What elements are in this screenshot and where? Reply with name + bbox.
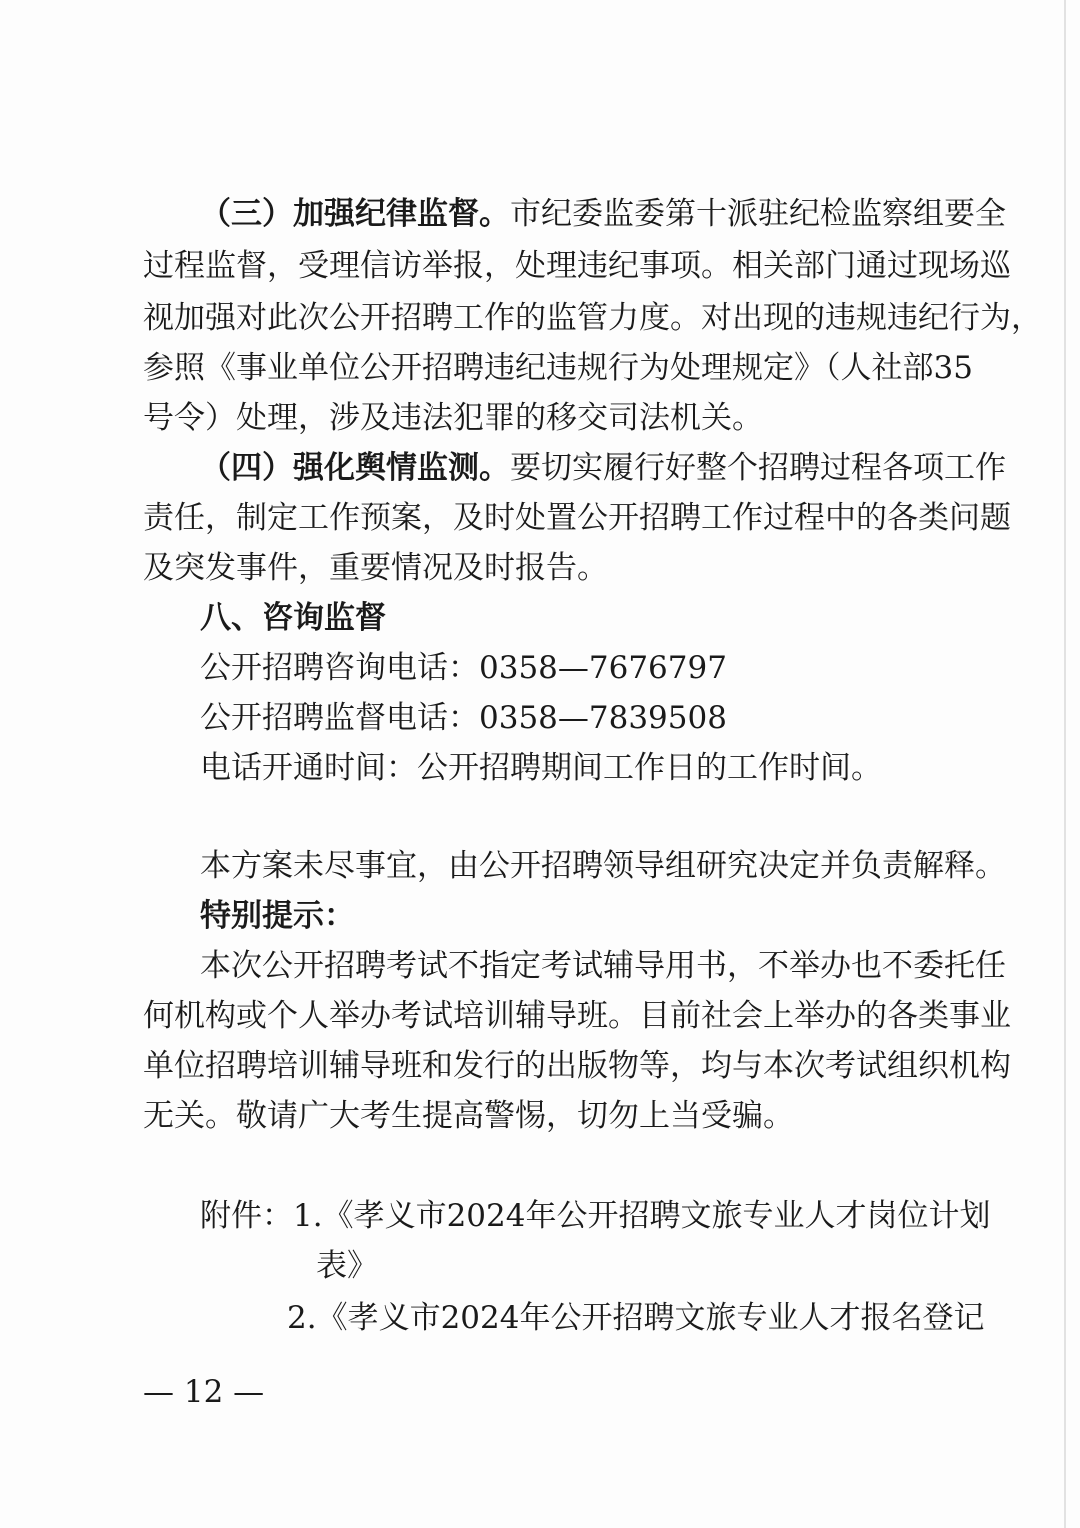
section3-line-4: 号令）处理，涉及违法犯罪的移交司法机关。 [143,400,763,436]
section3-line-2: 视加强对此次公开招聘工作的监管力度。对出现的违规违纪行为， [143,300,1042,336]
section8-heading: 八、咨询监督 [200,600,386,636]
section4-first-line [200,448,1006,488]
phone-hours: 电话开通时间：公开招聘期间工作日的工作时间。 [200,750,882,786]
notice-line-3: 无关。敬请广大考生提高警惕，切勿上当受骗。 [143,1098,794,1134]
attachment-2-line-1: 2.《孝义市2024年公开招聘文旅专业人才报名登记 [287,1300,985,1336]
attachment-1-line-1: 附件：1.《孝义市2024年公开招聘文旅专业人才岗位计划 [200,1198,991,1234]
attachment-1-line-2: 表》 [316,1248,378,1284]
section3-heading: （三）加强纪律监督。 [200,196,510,232]
section3-line-0: 市纪委监委第十派驻纪检监察组要全 [510,196,1006,232]
notice-line-1: 何机构或个人举办考试培训辅导班。目前社会上举办的各类事业 [143,998,1011,1034]
section3-line-3: 参照《事业单位公开招聘违纪违规行为处理规定》（人社部35 [143,350,973,386]
section4-line-1: 责任，制定工作预案，及时处置公开招聘工作过程中的各类问题 [143,500,1011,536]
page-number: — 12 — [143,1374,265,1410]
supervise-phone: 公开招聘监督电话：0358—7839508 [200,700,727,736]
section3-first-line [200,194,1006,234]
section4-heading: （四）强化舆情监测。 [200,450,510,486]
section4-line-2: 及突发事件，重要情况及时报告。 [143,550,608,586]
closing-statement: 本方案未尽事宜，由公开招聘领导组研究决定并负责解释。 [200,848,1006,884]
notice-line-2: 单位招聘培训辅导班和发行的出版物等，均与本次考试组织机构 [143,1048,1011,1084]
scan-edge-divider [1064,0,1066,1528]
notice-line-0: 本次公开招聘考试不指定考试辅导用书，不举办也不委托任 [200,948,1006,984]
notice-heading: 特别提示： [200,898,355,934]
section4-line-0: 要切实履行好整个招聘过程各项工作 [510,450,1006,486]
section3-line-1: 过程监督，受理信访举报，处理违纪事项。相关部门通过现场巡 [143,248,1011,284]
consult-phone: 公开招聘咨询电话：0358—7676797 [200,650,727,686]
